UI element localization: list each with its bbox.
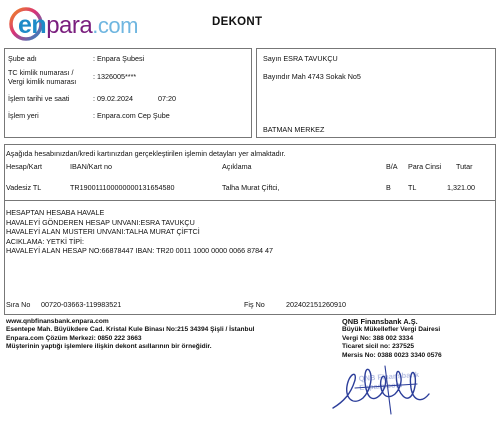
stamp-line-1: QNB Finansbank <box>358 369 420 384</box>
enpara-logo <box>8 6 168 42</box>
branch-info-box <box>4 48 252 138</box>
recipient-name: Sayın ESRA TAVUKÇU <box>263 54 338 63</box>
col-header-para: Para Cinsi <box>408 162 442 171</box>
footer-address: Esentepe Mah. Büyükdere Cad. Kristal Kule Binası No:215 34394 Şişli / İstanbul <box>6 326 255 334</box>
footer-call-center: Enpara.com Çözüm Merkezi: 0850 222 3663 <box>6 334 142 342</box>
footer-right <box>342 318 442 360</box>
recipient-city: BATMAN MERKEZ <box>263 125 325 134</box>
description-line: HAVALEYİ ALAN HESAP NO:66878447 IBAN: TR20 0011 1000 0000 0066 8784 47 <box>6 246 274 256</box>
tax-number: Vergi No: 388 002 3334 <box>342 334 414 342</box>
time-value: 07:20 <box>158 94 176 103</box>
logo-com: .com <box>92 13 138 38</box>
signature-icon <box>325 358 435 420</box>
description-line: HESAPTAN HESABA HAVALE <box>6 208 105 217</box>
fis-label: Fiş No <box>244 300 265 309</box>
description-line: ACIKLAMA: YETKİ TİPİ: <box>6 236 85 246</box>
footer-website: www.qnbfinansbank.enpara.com <box>6 318 109 325</box>
cell-ba: B <box>386 183 391 192</box>
logo-para: para <box>46 12 93 39</box>
details-divider <box>4 200 496 201</box>
sira-label: Sıra No <box>6 300 31 309</box>
logo-wordmark <box>18 11 138 40</box>
tax-office: Büyük Mükellefler Vergi Dairesi <box>342 326 441 334</box>
branch-value: : Enpara Şubesi <box>93 54 145 63</box>
description-line: HAVALEYİ GÖNDEREN HESAP UNVANI:ESRA TAVUKÇU <box>6 217 195 227</box>
vkn-label: Vergi kimlik numarası <box>8 77 77 86</box>
stamp-signature <box>325 358 435 420</box>
col-header-ba: B/A <box>386 162 398 171</box>
col-header-hesap: Hesap/Kart <box>6 162 42 171</box>
stamp-line-2: Enpara.com <box>359 380 403 393</box>
description-line: HAVALEYİ ALAN MUSTERI UNVANI:TALHA MURAT ÇİFTCİ <box>6 227 200 237</box>
recipient-address: Bayındır Mah 4743 Sokak No5 <box>263 72 361 81</box>
footer-note: Müşterinin yaptığı işlemlere ilişkin dekont asıllarının bir örneğidir. <box>6 343 212 351</box>
page-title: DEKONT <box>212 16 263 28</box>
location-value: : Enpara.com Cep Şube <box>93 111 170 120</box>
branch-label: Şube adı <box>8 54 37 63</box>
cell-tutar: 1,321.00 <box>447 183 475 192</box>
col-header-tutar: Tutar <box>456 162 473 171</box>
date-label: İşlem tarihi ve saati <box>8 94 70 103</box>
recipient-box <box>256 48 496 138</box>
col-header-iban: IBAN/Kart no <box>70 162 112 171</box>
logo-en: en <box>18 11 47 39</box>
cell-para: TL <box>408 183 417 192</box>
bank-name: QNB Finansbank A.Ş. <box>342 317 418 326</box>
trade-registry: Ticaret sicil no: 237525 <box>342 343 415 351</box>
tckn-label: TC kimlik numarası / <box>8 68 74 77</box>
tckn-value: : 1326005**** <box>93 72 137 81</box>
fis-value: 202402151260910 <box>286 300 346 309</box>
footer-left <box>6 318 254 352</box>
details-intro: Aşağıda hesabınızdan/kredi kartınızdan gerçekleştirilen işlemin detayları yer almaktadır. <box>6 149 286 158</box>
mersis-number: Mersis No: 0388 0023 3340 0576 <box>342 351 442 359</box>
description-block <box>6 208 486 256</box>
cell-hesap: Vadesiz TL <box>6 183 42 192</box>
sira-value: 00720-03663-119983521 <box>41 300 122 309</box>
cell-iban: TR190011100000000131654580 <box>70 183 175 192</box>
col-header-aciklama: Açıklama <box>222 162 252 171</box>
date-value: : 09.02.2024 <box>93 94 133 103</box>
location-label: İşlem yeri <box>8 111 39 120</box>
cell-aciklama: Talha Murat Çiftci, <box>222 183 280 192</box>
